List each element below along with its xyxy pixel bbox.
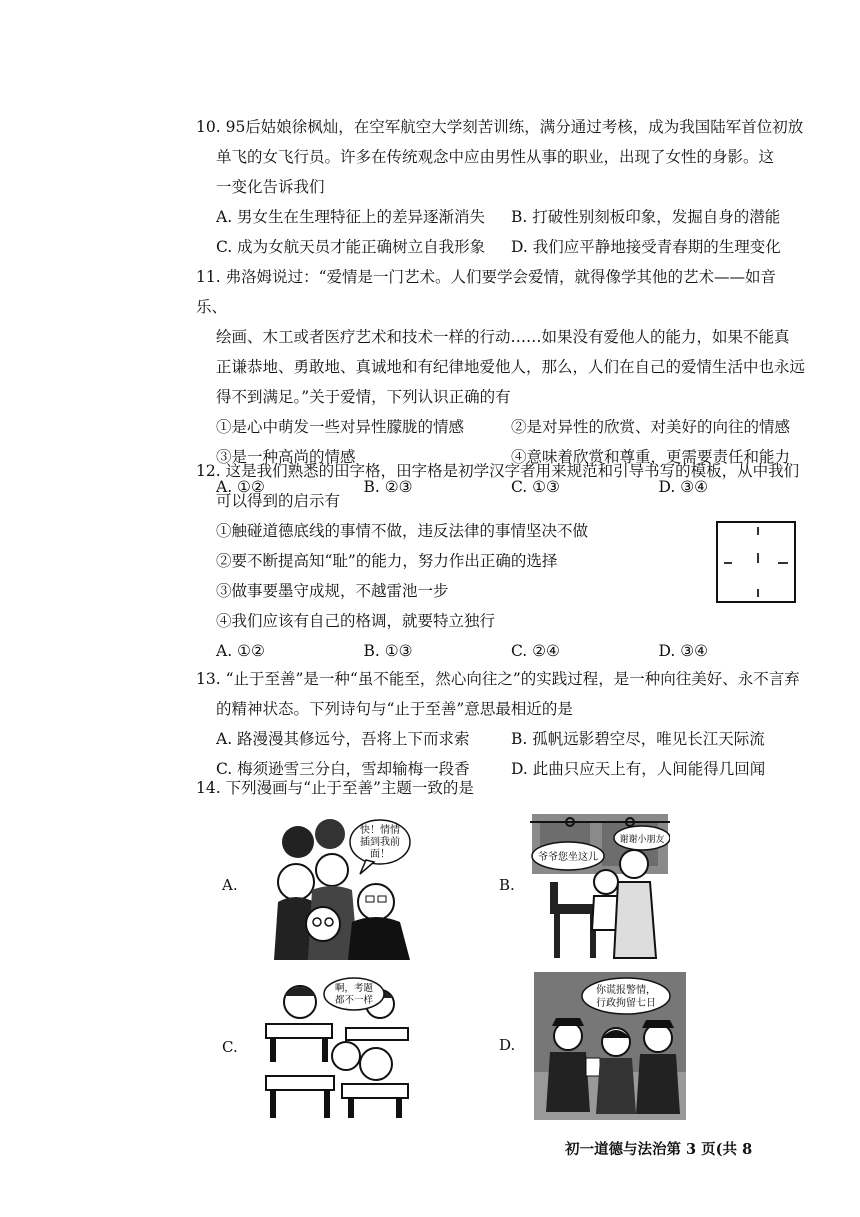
option-b: B. ②③ [363,478,413,496]
tianzige-grid-figure [716,521,796,603]
option-row [196,202,806,232]
item-2: ②要不断提高知“耻”的能力，努力作出正确的选择 [216,552,558,570]
option-row [196,232,806,262]
grid-dash [757,553,759,563]
option-d: D. 此曲只应天上有，人间能得几回闻 [511,760,766,778]
page-footer: 初一道德与法治第 3 页(共 8 [565,1141,753,1158]
question-10 [196,112,806,262]
item-row [196,412,806,442]
question-stem-line: 13. “止于至善”是一种“虽不能至，然心向往之”的实践过程，是一种向往美好、永不言弃 [196,670,800,688]
question-stem-line: 一变化告诉我们 [216,178,325,196]
cartoon-a-bubble-line: 快！情情 [360,825,400,836]
question-stem-line: 11. 弗洛姆说过：“爱情是一门艺术。人们要学会爱情，就得像学其他的艺术——如音乐、 [196,268,777,316]
option-row [196,636,806,666]
cartoon-a-bubble-line: 插到我前 [360,837,400,848]
question-14 [196,773,806,803]
cartoon-b-label: B. [499,876,515,894]
cartoon-d-police-image [534,972,686,1120]
question-stem-line: 14. 下列漫画与“止于至善”主题一致的是 [196,779,474,797]
cartoon-c-bubble-line: 啊，考题 [334,983,374,994]
question-13 [196,664,806,784]
option-c: C. 梅须逊雪三分白，雪却输梅一段香 [216,760,470,778]
cartoon-d-bubble-line: 你谎报警情， [596,985,656,996]
question-stem-line: 绘画、木工或者医疗艺术和技术一样的行动……如果没有爱他人的能力，如果不能真 [216,328,790,346]
option-row [196,724,806,754]
grid-dash [778,562,788,564]
cartoon-c-label: C. [222,1038,238,1056]
question-stem-line: 10. 95后姑娘徐枫灿，在空军航空大学刻苦训练，满分通过考核，成为我国陆军首位初放 [196,118,804,136]
option-a: A. ①② [216,478,265,496]
question-stem-line: 的精神状态。下列诗句与“止于至善”意思最相近的是 [216,700,573,718]
option-c: C. ①③ [511,478,560,496]
option-b: B. 打破性别刻板印象，发掘自身的潜能 [511,208,781,226]
question-stem-line: 12. 这是我们熟悉的田字格，田字格是初学汉字者用来规范和引导书写的模板，从中我们 [196,462,800,480]
cartoon-c-bubble-line: 都不一样 [334,995,374,1006]
grid-dash [757,589,759,597]
option-b: B. 孤帆远影碧空尽，唯见长江天际流 [511,730,765,748]
option-d: D. ③④ [658,478,709,496]
option-b: B. ①③ [363,642,413,660]
question-12 [196,456,806,666]
item-1: ①触碰道德底线的事情不做，违反法律的事情坚决不做 [216,522,589,540]
option-a: A. ①② [216,642,265,660]
cartoon-b-bubble-right: 谢谢小朋友 [619,835,665,845]
cartoon-a-label: A. [222,876,238,894]
question-stem-line: 得不到满足。”关于爱情，下列认识正确的有 [216,388,511,406]
option-d: D. 我们应平静地接受青春期的生理变化 [511,238,781,256]
question-stem-line: 正谦恭地、勇敢地、真诚地和有纪律地爱他人，那么，人们在自己的爱情生活中也永远 [216,358,806,376]
item-4: ④我们应该有自己的格调，就要特立独行 [216,612,496,630]
cartoon-d-bubble-line: 行政拘留七日 [596,998,656,1009]
item-2: ②是对异性的欣赏、对美好的向往的情感 [511,418,791,436]
item-4: ④意味着欣赏和尊重，更需要责任和能力 [511,448,791,466]
option-c: C. 成为女航天员才能正确树立自我形象 [216,238,486,256]
option-d: D. ③④ [658,642,709,660]
cartoon-a-bubble-line: 面！ [370,849,390,860]
grid-dash [724,562,732,564]
question-stem-line: 可以得到的启示有 [216,492,341,510]
item-3: ③做事要墨守成规，不越雷池一步 [216,582,449,600]
item-1: ①是心中萌发一些对异性朦胧的情感 [216,418,465,436]
option-a: A. 男女生在生理特征上的差异逐渐消失 [216,208,486,226]
option-a: A. 路漫漫其修远兮，吾将上下而求索 [216,730,470,748]
item-3: ③是一种高尚的情感 [216,448,356,466]
cartoon-b-giving-seat-image [530,812,670,960]
question-stem-line: 单飞的女飞行员。许多在传统观念中应由男性从事的职业，出现了女性的身影。这 [216,148,775,166]
cartoon-d-label: D. [499,1036,516,1054]
grid-dash [757,527,759,535]
cartoon-c-exam-image [262,972,410,1120]
cartoon-a-queue-cutting-image [268,812,418,960]
option-c: C. ②④ [511,642,560,660]
cartoon-b-bubble-left: 爷爷您坐这儿 [538,852,598,863]
